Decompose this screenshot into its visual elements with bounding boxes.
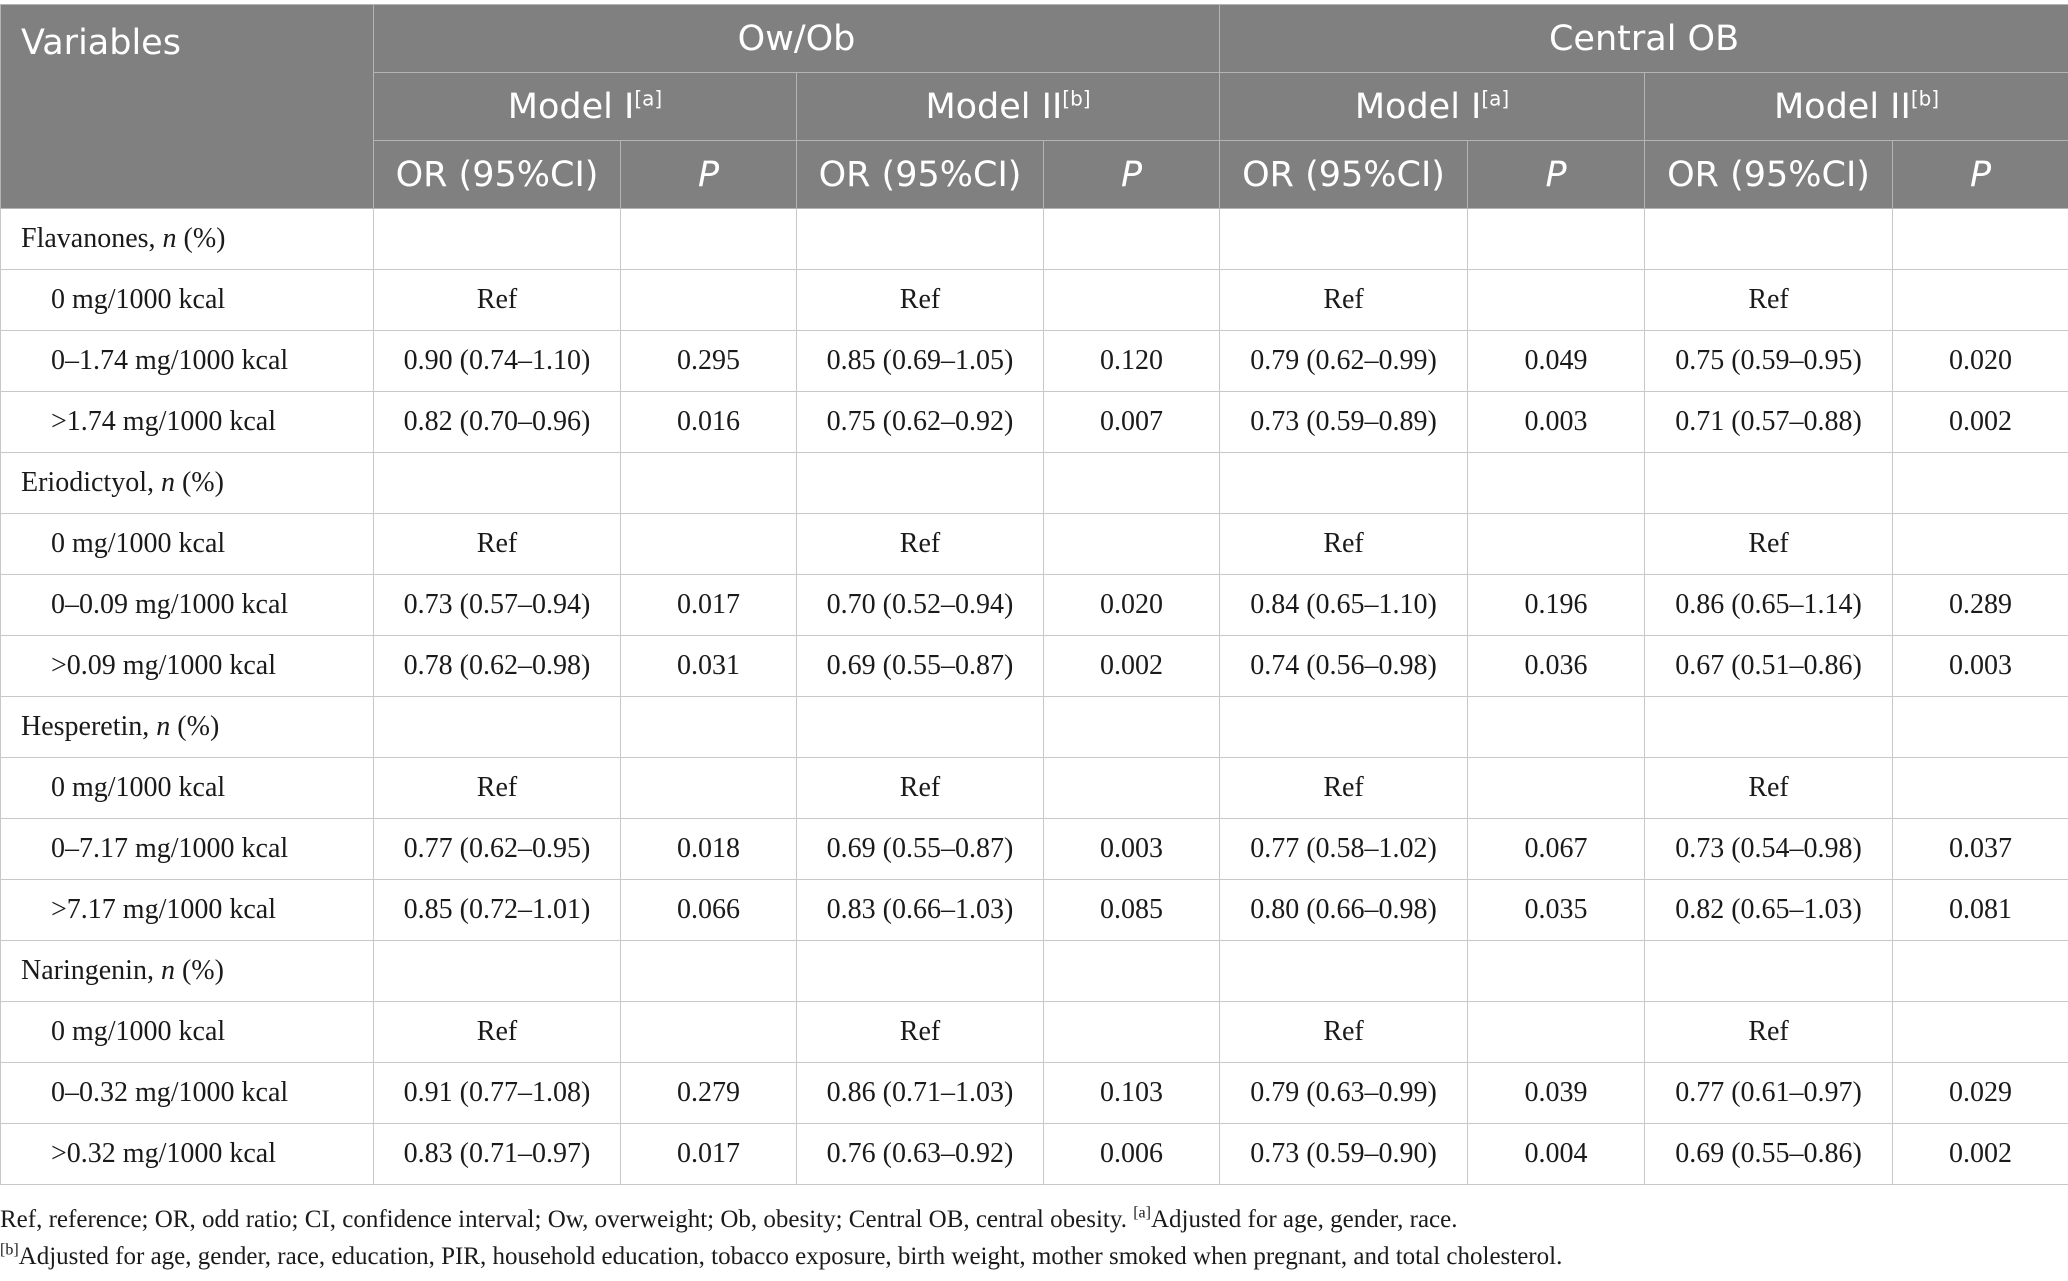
p-value-cell [1044,758,1220,819]
or-value-cell: Ref [1220,1002,1468,1063]
empty-cell [621,941,797,1002]
p-value-cell: 0.017 [621,575,797,636]
p-value-cell: 0.049 [1468,331,1645,392]
or-value-cell: Ref [374,514,621,575]
row-label: 0–0.32 mg/1000 kcal [1,1063,374,1124]
p-value-cell [621,1002,797,1063]
p-value-cell [1468,270,1645,331]
p-value-cell [621,758,797,819]
p-value-cell: 0.289 [1893,575,2068,636]
or-column-header: OR (95%CI) [1645,141,1893,209]
empty-cell [374,941,621,1002]
or-value-cell: 0.79 (0.63–0.99) [1220,1063,1468,1124]
or-value-cell: 0.82 (0.65–1.03) [1645,880,1893,941]
p-value-cell [621,270,797,331]
empty-cell [1893,697,2068,758]
or-value-cell: 0.69 (0.55–0.86) [1645,1124,1893,1185]
empty-cell [621,209,797,270]
group-row [1,453,2068,514]
or-value-cell: 0.73 (0.54–0.98) [1645,819,1893,880]
group-row [1,941,2068,1002]
p-value-cell: 0.017 [621,1124,797,1185]
p-value-cell: 0.002 [1893,392,2068,453]
or-value-cell: Ref [1645,1002,1893,1063]
empty-cell [1220,697,1468,758]
or-value-cell: 0.77 (0.61–0.97) [1645,1063,1893,1124]
or-value-cell: Ref [1645,270,1893,331]
or-column-header: OR (95%CI) [1220,141,1468,209]
or-value-cell: 0.73 (0.59–0.90) [1220,1124,1468,1185]
table-row [1,636,2068,697]
or-value-cell: 0.69 (0.55–0.87) [797,819,1044,880]
empty-cell [797,209,1044,270]
group-header-central-ob: Central OB [1220,5,2068,73]
p-column-header: P [1044,141,1220,209]
empty-cell [1893,941,2068,1002]
p-value-cell: 0.016 [621,392,797,453]
p-column-header: P [1468,141,1645,209]
p-value-cell: 0.081 [1893,880,2068,941]
or-value-cell: Ref [797,270,1044,331]
p-value-cell: 0.006 [1044,1124,1220,1185]
or-value-cell: 0.77 (0.58–1.02) [1220,819,1468,880]
model-header: Model I[a] [374,73,797,141]
row-label: >7.17 mg/1000 kcal [1,880,374,941]
empty-cell [1645,209,1893,270]
empty-cell [797,697,1044,758]
empty-cell [1468,209,1645,270]
model-header: Model II[b] [797,73,1220,141]
p-value-cell [1044,270,1220,331]
p-value-cell: 0.279 [621,1063,797,1124]
or-value-cell: Ref [797,1002,1044,1063]
p-value-cell: 0.039 [1468,1063,1645,1124]
group-label: Flavanones, n (%) [1,209,374,270]
empty-cell [1044,697,1220,758]
or-column-header: OR (95%CI) [374,141,621,209]
table-header [1,5,2068,209]
or-value-cell: 0.79 (0.62–0.99) [1220,331,1468,392]
or-value-cell: 0.75 (0.59–0.95) [1645,331,1893,392]
row-label: 0 mg/1000 kcal [1,1002,374,1063]
empty-cell [621,453,797,514]
empty-cell [1044,941,1220,1002]
table-row [1,575,2068,636]
group-label: Naringenin, n (%) [1,941,374,1002]
row-label: 0 mg/1000 kcal [1,758,374,819]
table-row [1,1002,2068,1063]
odds-ratio-table [0,4,2068,1185]
or-value-cell: 0.70 (0.52–0.94) [797,575,1044,636]
empty-cell [797,941,1044,1002]
p-value-cell [1468,758,1645,819]
or-value-cell: Ref [797,514,1044,575]
p-value-cell: 0.066 [621,880,797,941]
empty-cell [1893,209,2068,270]
p-value-cell: 0.036 [1468,636,1645,697]
p-value-cell: 0.020 [1044,575,1220,636]
or-value-cell: 0.83 (0.66–1.03) [797,880,1044,941]
empty-cell [1893,453,2068,514]
p-value-cell: 0.007 [1044,392,1220,453]
p-value-cell: 0.120 [1044,331,1220,392]
p-value-cell [1893,1002,2068,1063]
p-value-cell: 0.004 [1468,1124,1645,1185]
or-value-cell: Ref [374,758,621,819]
row-label: 0 mg/1000 kcal [1,514,374,575]
p-value-cell [1893,758,2068,819]
or-value-cell: 0.67 (0.51–0.86) [1645,636,1893,697]
p-value-cell [1044,1002,1220,1063]
p-value-cell: 0.037 [1893,819,2068,880]
table-body [1,209,2068,1185]
table-row [1,270,2068,331]
empty-cell [374,697,621,758]
table-row [1,819,2068,880]
p-value-cell: 0.002 [1044,636,1220,697]
p-value-cell: 0.002 [1893,1124,2068,1185]
group-row [1,697,2068,758]
empty-cell [1468,941,1645,1002]
p-value-cell: 0.029 [1893,1063,2068,1124]
or-column-header: OR (95%CI) [797,141,1044,209]
p-value-cell: 0.295 [621,331,797,392]
or-value-cell: 0.69 (0.55–0.87) [797,636,1044,697]
or-value-cell: 0.76 (0.63–0.92) [797,1124,1044,1185]
table-row [1,880,2068,941]
p-value-cell [621,514,797,575]
row-label: 0–0.09 mg/1000 kcal [1,575,374,636]
p-value-cell [1044,514,1220,575]
or-value-cell: Ref [1645,514,1893,575]
or-value-cell: 0.73 (0.57–0.94) [374,575,621,636]
empty-cell [621,697,797,758]
empty-cell [797,453,1044,514]
row-label: 0 mg/1000 kcal [1,270,374,331]
or-value-cell: 0.75 (0.62–0.92) [797,392,1044,453]
or-value-cell: Ref [1220,758,1468,819]
group-label: Hesperetin, n (%) [1,697,374,758]
or-value-cell: 0.85 (0.69–1.05) [797,331,1044,392]
or-value-cell: 0.84 (0.65–1.10) [1220,575,1468,636]
p-value-cell: 0.003 [1044,819,1220,880]
or-value-cell: 0.73 (0.59–0.89) [1220,392,1468,453]
p-value-cell: 0.035 [1468,880,1645,941]
group-row [1,209,2068,270]
or-value-cell: 0.71 (0.57–0.88) [1645,392,1893,453]
p-value-cell: 0.067 [1468,819,1645,880]
empty-cell [1645,453,1893,514]
or-value-cell: 0.78 (0.62–0.98) [374,636,621,697]
p-value-cell [1893,270,2068,331]
or-value-cell: 0.82 (0.70–0.96) [374,392,621,453]
or-value-cell: Ref [374,1002,621,1063]
empty-cell [1220,941,1468,1002]
or-value-cell: 0.85 (0.72–1.01) [374,880,621,941]
or-value-cell: 0.86 (0.65–1.14) [1645,575,1893,636]
p-value-cell: 0.085 [1044,880,1220,941]
empty-cell [1645,697,1893,758]
empty-cell [374,453,621,514]
p-value-cell: 0.018 [621,819,797,880]
row-label: >0.32 mg/1000 kcal [1,1124,374,1185]
model-header: Model I[a] [1220,73,1645,141]
group-label: Eriodictyol, n (%) [1,453,374,514]
group-header-ow-ob: Ow/Ob [374,5,1220,73]
results-table-container [0,4,2068,1185]
table-row [1,758,2068,819]
or-value-cell: 0.86 (0.71–1.03) [797,1063,1044,1124]
row-label: >1.74 mg/1000 kcal [1,392,374,453]
p-value-cell [1468,514,1645,575]
p-value-cell: 0.003 [1893,636,2068,697]
or-value-cell: Ref [1220,514,1468,575]
empty-cell [1044,209,1220,270]
p-value-cell [1468,1002,1645,1063]
variables-header: Variables [1,5,374,209]
row-label: >0.09 mg/1000 kcal [1,636,374,697]
p-column-header: P [1893,141,2068,209]
or-value-cell: Ref [374,270,621,331]
or-value-cell: Ref [1220,270,1468,331]
or-value-cell: 0.91 (0.77–1.08) [374,1063,621,1124]
empty-cell [1220,209,1468,270]
empty-cell [1044,453,1220,514]
model-header: Model II[b] [1645,73,2068,141]
table-row [1,1124,2068,1185]
or-value-cell: Ref [1645,758,1893,819]
p-value-cell [1893,514,2068,575]
or-value-cell: 0.90 (0.74–1.10) [374,331,621,392]
or-value-cell: Ref [797,758,1044,819]
p-value-cell: 0.003 [1468,392,1645,453]
table-row [1,1063,2068,1124]
p-value-cell: 0.031 [621,636,797,697]
empty-cell [1468,453,1645,514]
or-value-cell: 0.74 (0.56–0.98) [1220,636,1468,697]
table-row [1,392,2068,453]
row-label: 0–7.17 mg/1000 kcal [1,819,374,880]
p-column-header: P [621,141,797,209]
table-row [1,331,2068,392]
table-row [1,514,2068,575]
or-value-cell: 0.83 (0.71–0.97) [374,1124,621,1185]
empty-cell [1468,697,1645,758]
empty-cell [1645,941,1893,1002]
p-value-cell: 0.196 [1468,575,1645,636]
or-value-cell: 0.80 (0.66–0.98) [1220,880,1468,941]
p-value-cell: 0.103 [1044,1063,1220,1124]
or-value-cell: 0.77 (0.62–0.95) [374,819,621,880]
row-label: 0–1.74 mg/1000 kcal [1,331,374,392]
footnote-model-ii: [b]Adjusted for age, gender, race, education, PIR, household education, tobacco exposure, birth weight, mother smoked when pregnant, and total cholesterol. [0,1241,1563,1270]
empty-cell [374,209,621,270]
p-value-cell: 0.020 [1893,331,2068,392]
footnote-abbreviations: Ref, reference; OR, odd ratio; CI, confidence interval; Ow, overweight; Ob, obesity; Central OB, central obesity. [a]Adjusted for age, gender, race. [0,1204,1458,1233]
empty-cell [1220,453,1468,514]
